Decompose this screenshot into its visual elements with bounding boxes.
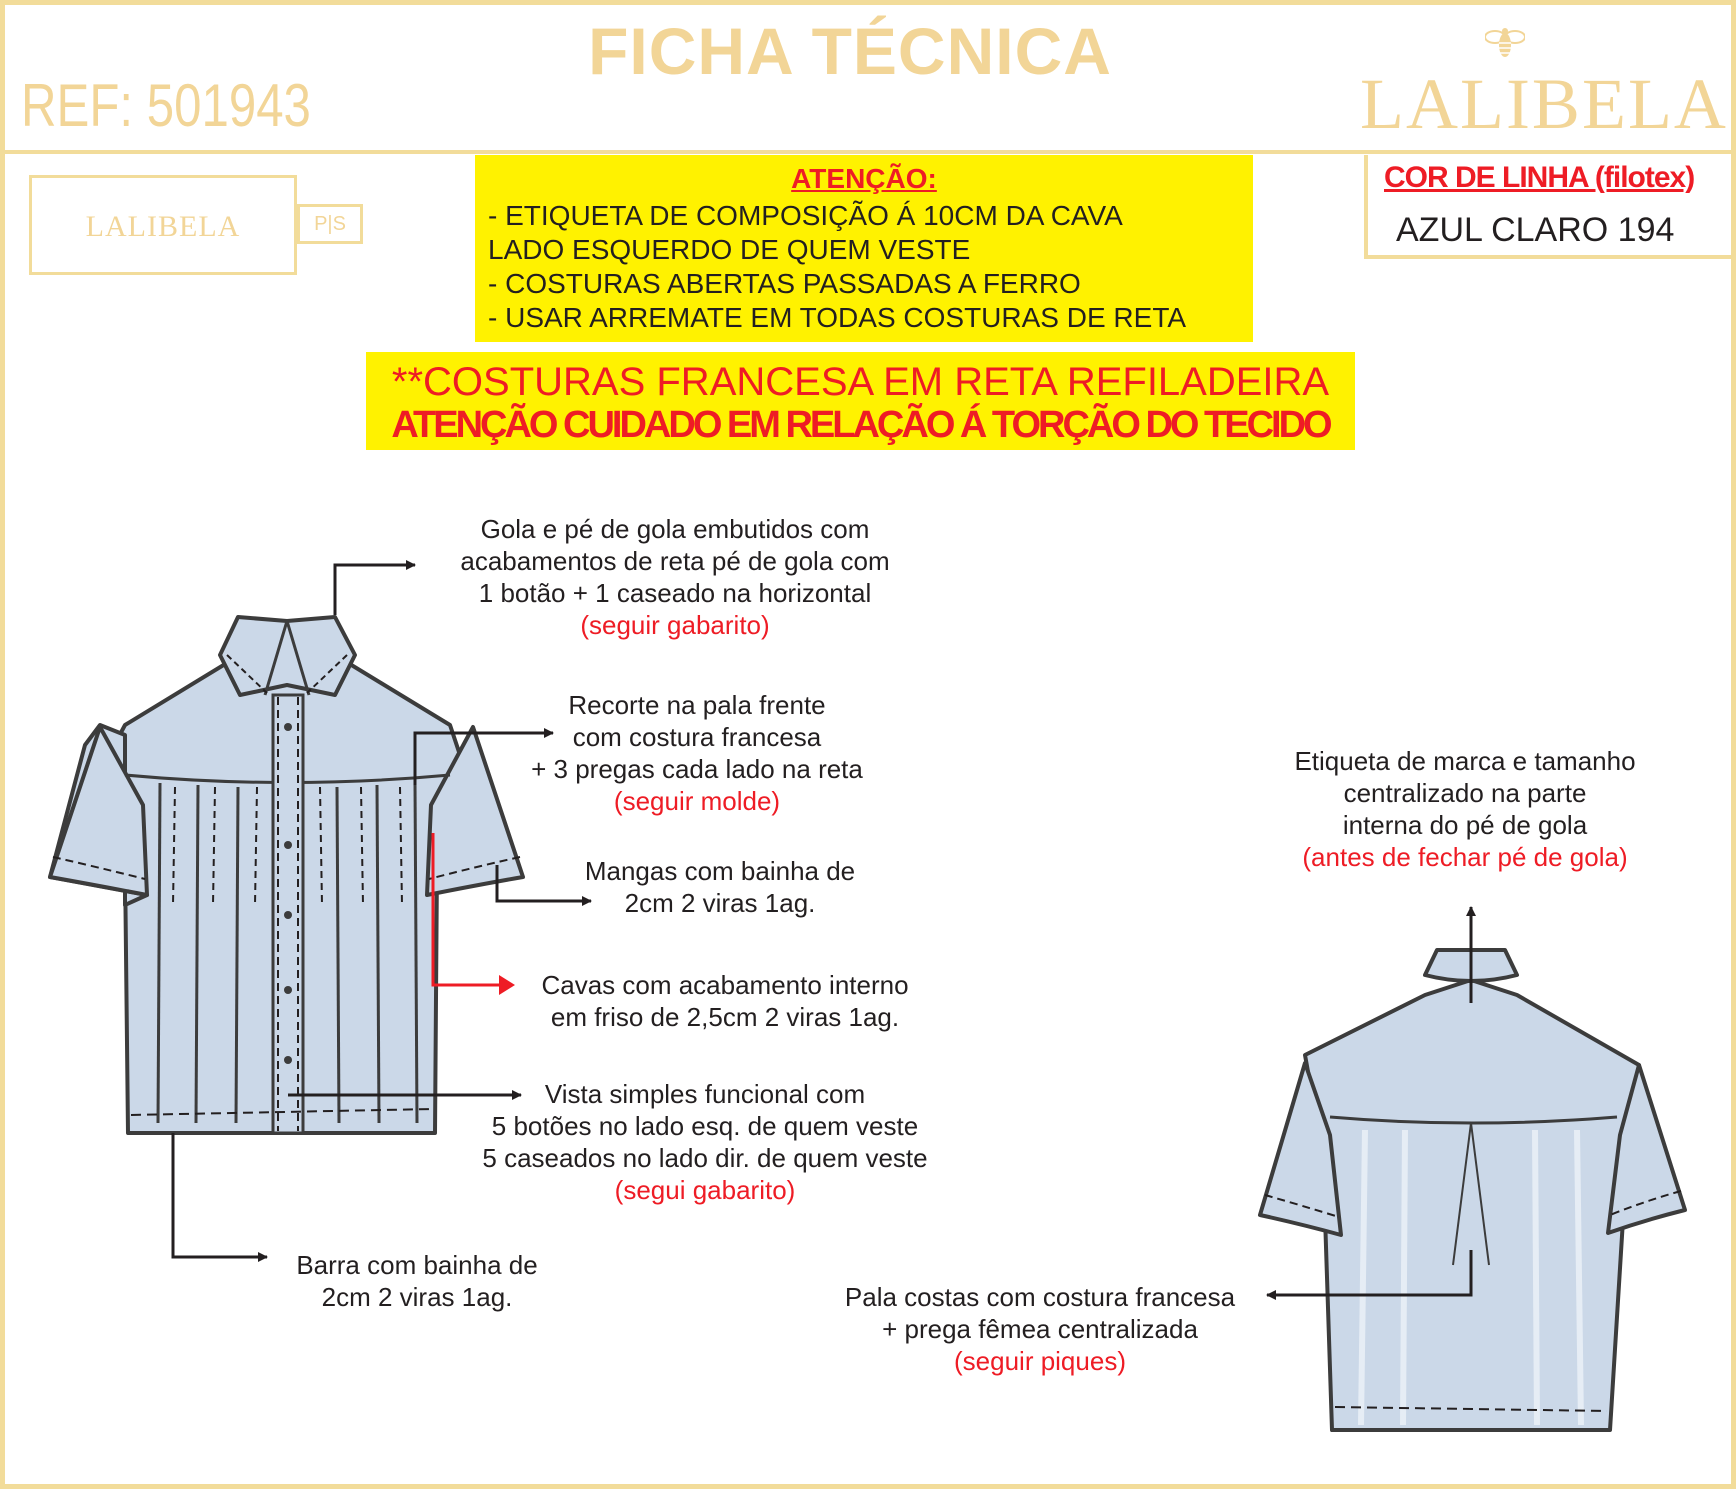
attention-line: - COSTURAS ABERTAS PASSADAS A FERRO <box>488 268 1081 299</box>
collar-note-line: Gola e pé de gola embutidos com <box>480 514 870 544</box>
yoke-front-note-red: (seguir molde) <box>613 786 781 816</box>
placket-note-red: (segui gabarito) <box>614 1175 796 1205</box>
collar-note-line: acabamentos de reta pé de gola com <box>460 546 890 576</box>
attention-line: - ETIQUETA DE COMPOSIÇÃO Á 10CM DA CAVA <box>488 200 1123 231</box>
brand-label-note-line: centralizado na parte <box>1343 778 1587 808</box>
thread-color-title: COR DE LINHA (filotex) <box>1384 161 1695 194</box>
back-shirt <box>1260 950 1685 1430</box>
hem-note <box>267 1249 567 1313</box>
brand-label-note-red: (antes de fechar pé de gola) <box>1302 842 1628 872</box>
sleeve-note <box>560 855 880 919</box>
hem-note-line: Barra com bainha de <box>296 1250 538 1280</box>
collar-note-line: 1 botão + 1 caseado na horizontal <box>478 578 872 608</box>
warning-line-1: **COSTURAS FRANCESA EM RETA REFILADEIRA <box>391 360 1330 404</box>
size-label: P|S <box>297 204 363 244</box>
collar-note-red: (seguir gabarito) <box>580 610 770 640</box>
yoke-front-note-line: Recorte na pala frente <box>568 690 826 720</box>
yoke-front-note-line: com costura francesa <box>572 722 822 752</box>
front-collar <box>220 617 355 695</box>
front-shirt <box>50 617 523 1133</box>
yoke-front-note-line: + 3 pregas cada lado na reta <box>531 754 863 784</box>
collar-note <box>425 513 925 641</box>
reference-number: REF: 501943 <box>21 72 311 139</box>
hem-arrow <box>173 1133 267 1257</box>
hem-note-line: 2cm 2 viras 1ag. <box>321 1282 513 1312</box>
placket-note <box>445 1078 965 1206</box>
yoke-back-note <box>805 1281 1275 1377</box>
attention-title: ATENÇÃO: <box>791 163 937 194</box>
thread-color-value: AZUL CLARO 194 <box>1396 211 1675 249</box>
brand-logo: LALIBELA <box>1360 64 1728 144</box>
armhole-note <box>515 969 935 1033</box>
yoke-back-note-red: (seguir piques) <box>954 1346 1126 1376</box>
brand-label-note-line: Etiqueta de marca e tamanho <box>1294 746 1636 776</box>
armhole-note-line: em friso de 2,5cm 2 viras 1ag. <box>550 1002 900 1032</box>
yoke-back-note-line: + prega fêmea centralizada <box>882 1314 1198 1344</box>
page-title: FICHA TÉCNICA <box>588 14 1112 88</box>
attention-line: LADO ESQUERDO DE QUEM VESTE <box>488 234 971 265</box>
label-brand-text: LALIBELA <box>85 210 241 243</box>
yoke-back-note-line: Pala costas com costura francesa <box>844 1282 1236 1312</box>
back-shirt-body <box>1305 980 1639 1430</box>
brand-label-note-line: interna do pé de gola <box>1342 810 1588 840</box>
collar-arrow <box>335 565 415 615</box>
placket-note-line: 5 botões no lado esq. de quem veste <box>491 1111 919 1141</box>
attention-line: - USAR ARREMATE EM TODAS COSTURAS DE RETA <box>488 302 1187 333</box>
sleeve-note-line: 2cm 2 viras 1ag. <box>624 888 816 918</box>
placket-note-line: 5 caseados no lado dir. de quem veste <box>482 1143 928 1173</box>
yoke-front-note <box>497 689 897 817</box>
sleeve-note-line: Mangas com bainha de <box>584 856 856 886</box>
placket-note-line: Vista simples funcional com <box>544 1079 866 1109</box>
warning-line-2: ATENÇÃO CUIDADO EM RELAÇÃO Á TORÇÃO DO TECIDO <box>391 404 1330 446</box>
brand-label-note <box>1245 745 1685 873</box>
armhole-note-line: Cavas com acabamento interno <box>541 970 909 1000</box>
